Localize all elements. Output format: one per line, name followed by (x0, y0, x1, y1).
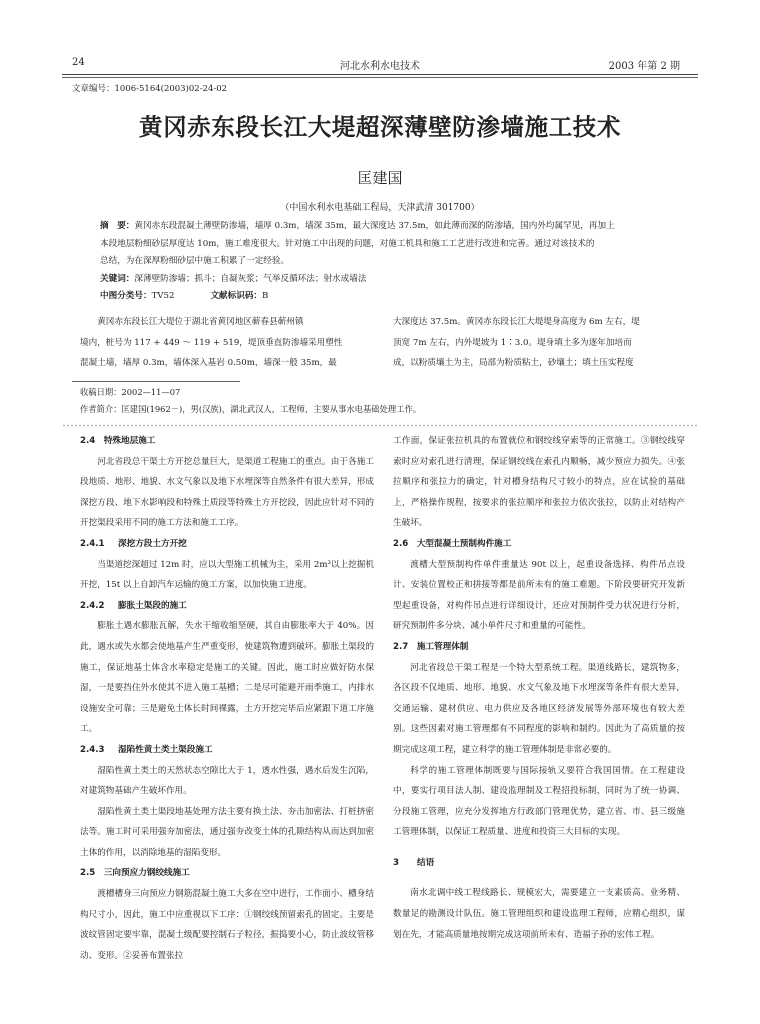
footnote-author-bio: 作者简介：匡建国(1962－)，男(汉族)，湖北武汉人，工程师，主要从事水电基础处理工作。 (80, 404, 422, 414)
section-2-4-2-heading (80, 596, 374, 617)
keywords-text: 深薄壁防渗墙；抓斗；自凝灰浆；气举反循环法；射水成墙法 (134, 273, 367, 284)
section-2-4-1-number: 2.4.1 (80, 538, 105, 549)
section-2-6-heading: 2.6 大型混凝土预制构件施工 (393, 538, 512, 549)
section-2-6-text: 渡槽大型预制构件单件重量达 90t 以上，起重设备选择、构件吊点设计、安装位置校正和拼接等都是前所未有的施工难题。下阶段要研究开发新型起重设备，对构件吊点进行详细设计，还应对预制件受力状况进行分析，研究预制件多分块、减小单件尺寸和重量的可能性。 (393, 559, 685, 632)
section-2-4-2-number: 2.4.2 (80, 600, 105, 611)
abstract-label: 摘 要： (100, 221, 135, 231)
body-right-column (393, 431, 685, 945)
intro-right-line: 成，以粉质壤土为主，局部为粉质粘土，砂壤土；填土压实程度 (393, 358, 634, 369)
body-left-column (80, 431, 374, 966)
section-2-5-heading: 2.5 三向预应力钢绞线施工 (80, 868, 190, 879)
section-3-text: 南水北调中线工程线路长、规模宏大，需要建立一支素质高、业务精、数量足的勘测设计队伍。施工管理组织和建设监理工程师，应精心组织，谋划在先，才能高质量地按期完成这项前所未有、造福子孙的宏伟工程。 (393, 888, 685, 940)
section-2-4-3-title: 湿陷性黄土类土渠段施工 (118, 744, 213, 755)
doc-code-value: B (262, 291, 269, 301)
abstract (100, 218, 700, 306)
section-3-number: 3 (393, 857, 399, 868)
abstract-line-2: 本段地层粉细砂层厚度达 10m，施工难度很大。针对施工中出现的问题，对施工机具和施工工艺进行改进和完善。通过对该技术的 (100, 238, 595, 249)
intro-left-line: 黄冈赤东段长江大堤位于湖北省黄冈地区蕲春县蕲州镇 (97, 317, 304, 327)
intro-left-column (80, 312, 372, 374)
section-2-4-3-heading (80, 740, 374, 761)
journal-name: 河北水利水电技术 (340, 61, 420, 72)
intro-right-line: 顶宽 7m 左右，内外堤坡为 1∶3.0。堤身填土多为逐年加培而 (393, 337, 632, 348)
abstract-line-1 (100, 218, 700, 236)
section-2-5-text-continued: 工作面，保证张拉机具的布置就位和钢绞线穿索等的正常施工。③钢绞线穿索时应对索孔进行清理，保证钢绞线在索孔内顺畅，减少预应力损失。④张拉顺序和张拉力的确定，针对槽身结构尺寸较小的特点，应在试验的基础上，严格操作规程，按要求的张拉顺序和张拉力依次张拉，以防止对结构产生破坏。 (393, 436, 685, 529)
classification-line (100, 288, 700, 306)
article-title: 黄冈赤东段长江大堤超深薄壁防渗墙施工技术 (139, 113, 621, 141)
section-3-title: 结语 (417, 857, 435, 868)
section-2-4-3-number: 2.4.3 (80, 744, 105, 755)
section-2-4-3-text-1: 湿陷性黄土类土的天然状态空隙比大于 1，透水性强，遇水后发生沉陷，对建筑物基础产生破坏作用。 (80, 765, 374, 797)
header-rule-thin (62, 77, 698, 78)
clc-value: TV52 (151, 291, 175, 301)
section-2-4-3-text-2: 湿陷性黄土类土渠段地基处理方法主要有换土法、夯击加密法、打桩挤密法等。施工时可采用强夯加密法，通过强夯改变土体的孔隙结构从而达到加密土体的作用，以消除地基的湿陷变形。 (80, 806, 374, 858)
footnote-received: 收稿日期：2002—11—07 (80, 387, 181, 397)
section-divider (62, 424, 698, 427)
abstract-line-3: 总结，为在深厚粉细砂层中施工积累了一定经验。 (100, 256, 290, 266)
author-name: 匡建国 (357, 169, 403, 187)
section-2-7-text-2: 科学的施工管理体制既要与国际接轨又要符合我国国情。在工程建设中，要实行项目法人制、建设监理制及工程招投标制，同时为了统一协调、分段施工管理，应充分发挥地方行政部门管理优势，建立省、市、县三级施工管理体制，以保证工程质量、进度和投资三大目标的实现。 (393, 765, 685, 838)
author-affiliation: （中国水利水电基础工程局，天津武清 301700） (280, 203, 480, 213)
intro-right-column (393, 312, 683, 374)
clc-label: 中图分类号： (100, 291, 152, 301)
section-2-4-1-text: 当渠道挖深超过 12m 时，应以大型施工机械为主，采用 2m³以上挖掘机开挖，15t 以上自卸汽车运输的施工方案，以加快施工进度。 (80, 559, 374, 591)
section-2-4-1-title: 深挖方段土方开挖 (118, 538, 187, 549)
section-2-4-heading: 2.4 特殊地层施工 (80, 436, 156, 446)
section-2-5-text: 渡槽槽身三向预应力钢筋混凝土施工大多在空中进行，工作面小、槽身结构尺寸小，因此，施工中应重视以下工序：①钢绞线预留索孔的固定。主要是波纹管固定要牢靠，混凝土级配要控制石子粒径，振捣要小心，防止波纹管移动、变形。②妥善布置张拉 (80, 889, 374, 961)
section-3-heading (393, 853, 685, 874)
section-2-7-heading: 2.7 施工管理体制 (393, 641, 469, 652)
article-id: 文章编号：1006-5164(2003)02-24-02 (72, 84, 228, 94)
page-number: 24 (72, 57, 85, 68)
intro-left-line: 境内，桩号为 117 + 449 ～ 119 + 519，堤顶垂直防渗墙采用塑性 (80, 337, 343, 348)
section-2-4-2-text: 膨胀土遇水膨胀瓦解，失水干缩收缩坚硬，其自由膨胀率大于 40%。因此，遇水或失水都会使地基产生严重变形，使建筑物遭到破坏。膨胀土渠段的施工，保证地基土体含水率稳定是施工的关键。因此，施工时应做好防水保湿，一是要挡住外水使其不进入施工基槽；二是尽可能避开雨季施工，内排水设施安全可靠；三是避免土体长时间裸露，土方开挖完毕后应紧跟下道工序施工。 (80, 621, 374, 735)
section-2-4-text: 河北省段总干渠土方开挖总量巨大，是渠道工程施工的重点。由于各施工段地质、地形、地貌、水文气象以及地下水埋深等自然条件有很大差异，形成深挖方段、地下水影响段和特殊土质段等特殊土方开挖段，因此应针对不同的开挖渠段采用不同的施工方法和施工工序。 (80, 456, 374, 529)
issue-label: 2003 年第 2 期 (608, 61, 680, 72)
section-2-7-text-1: 河北省段总干渠工程是一个特大型系统工程。渠道线路长，建筑物多，各区段不仅地质、地形、地貌、水文气象及地下水埋深等条件有很大差异，交通运输、建材供应、电力供应及各地区经济发展等外部环境也有较大差别。这些因素对施工管理都有不同程度的影响和制约。因此为了高质量的按期完成这项工程，建立科学的施工管理体制是非常必要的。 (393, 662, 685, 755)
section-2-4-1-heading (80, 534, 374, 555)
section-2-4-2-title: 膨胀土渠段的施工 (118, 600, 187, 611)
intro-right-line: 大深度达 37.5m。黄冈赤东段长江大堤堤身高度为 6m 左右，堤 (393, 317, 640, 327)
footnote-rule (72, 381, 240, 382)
keywords-line (100, 271, 700, 289)
abstract-text: 黄冈赤东段混凝土薄壁防渗墙，墙厚 0.3m，墙深 35m，最大深度达 37.5m，如此薄而深的防渗墙，国内外均属罕见，再加上 (134, 221, 615, 231)
doc-code-label: 文献标识码： (210, 291, 263, 301)
keywords-label: 关键词： (100, 273, 135, 284)
header-rule (62, 74, 698, 75)
intro-left-line: 混凝土墙，墙厚 0.3m，墙体深入基岩 0.50m，墙深一般 35m，最 (80, 358, 337, 369)
